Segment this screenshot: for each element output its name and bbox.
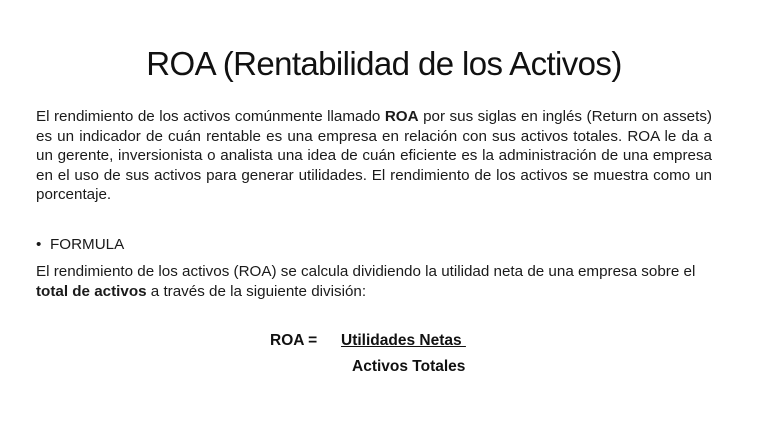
formula-bullet: [36, 235, 124, 254]
bullet-icon: •: [36, 236, 42, 253]
intro-paragraph: [36, 107, 712, 205]
intro-bold-roa: ROA: [384, 108, 419, 125]
formula-description: [36, 262, 716, 301]
bullet-label: FORMULA: [50, 236, 125, 253]
intro-text-start: El rendimiento de los activos comúnmente llamado: [36, 108, 385, 125]
formula-text-start: El rendimiento de los activos (ROA) se calcula dividiendo la utilidad neta de una empresa sobre el: [36, 263, 696, 280]
formula-numerator: Utilidades Netas: [341, 332, 466, 349]
formula-lhs: ROA =: [270, 332, 318, 349]
intro-text-end: por sus siglas en inglés (Return on assets) es un indicador de cuán rentable es una empresa en relación con sus activos totales. ROA le da a un gerente, inversionista o analista una idea de cuán eficiente es la administración de una empresa en el uso de sus activos para generar utilidades. El rendimiento de los activos se muestra como un porcentaje.: [36, 108, 712, 203]
formula-text-end: a través de la siguiente división:: [146, 282, 367, 300]
formula-denominator: Activos Totales: [352, 358, 466, 375]
formula-bold-total-activos: total de activos: [36, 282, 147, 300]
slide-title: ROA (Rentabilidad de los Activos): [146, 45, 622, 82]
